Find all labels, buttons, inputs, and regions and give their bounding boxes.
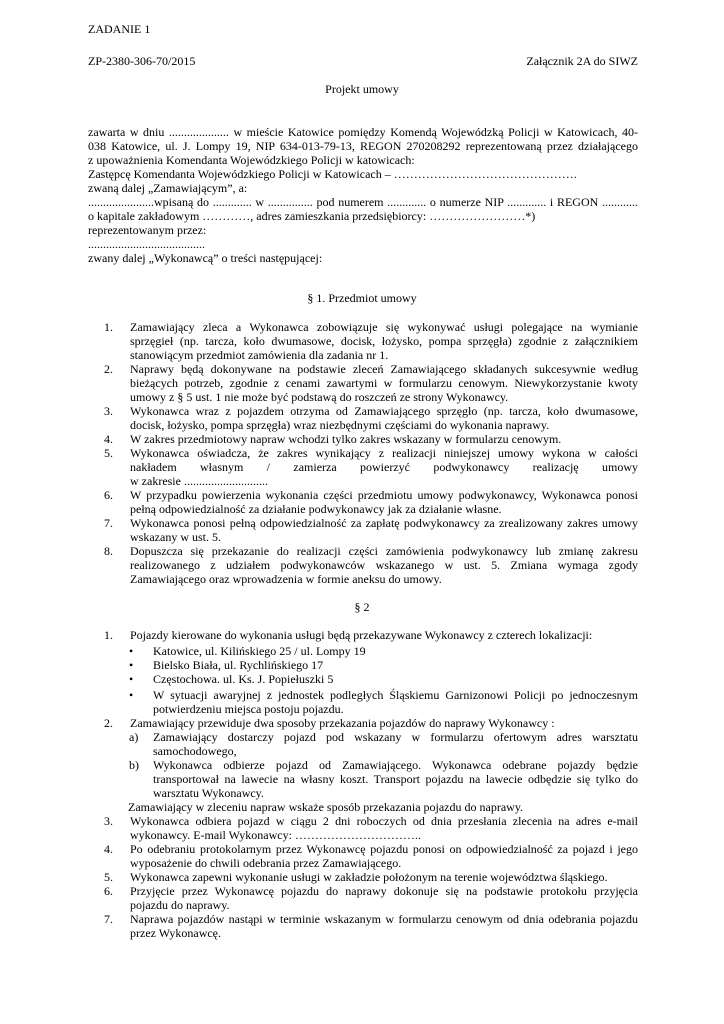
item-line: umowy z § 5 ust. 1 nie może być podstawą do roszczeń ze strony Wykonawcy.	[130, 390, 509, 404]
item-line: Wykonawca zapewni wykonanie usługi w zakładzie położonym na terenie województwa śląskiego.	[130, 870, 608, 884]
item-line: Wykonawca wraz z pojazdem otrzyma od Zamawiającego sprzęgło (np. tarcza, koło dwumasowe,	[130, 404, 638, 418]
item-line: Zamawiający przewiduje dwa sposoby przekazania pojazdów do naprawy Wykonawcy :	[130, 716, 555, 730]
item-line: docisk, łożysko, pompa sprzęgła) wraz niezbędnymi częściami do wykonania naprawy.	[130, 418, 550, 432]
item-number: 1.	[104, 628, 113, 642]
intro-line: 038 Katowice, ul. J. Lompy 19, NIP 634-013-79-13, REGON 270208292 reprezentowaną przez działającego	[88, 139, 638, 153]
item-line: w zakresie ............................	[130, 474, 268, 488]
item-line: W przypadku powierzenia wykonania części przedmiotu umowy podwykonawcy, Wykonawca ponosi	[130, 488, 638, 502]
item-number: 5.	[104, 446, 113, 460]
intro-line: ......................wpisaną do ............. w ............... pod numerem ............. o numerze NIP ............. i REGON ............	[88, 195, 638, 209]
bullet-line: potwierdzeniu miejsca postoju pojazdu.	[153, 702, 344, 716]
item-number: 3.	[104, 814, 113, 828]
attachment-label: Załącznik 2A do SIWZ	[526, 54, 638, 68]
item-line: wykonawcy. E-mail Wykonawcy: …………………………..	[130, 828, 421, 842]
bullet-icon: •	[129, 672, 134, 686]
bullet-icon: •	[129, 658, 134, 672]
item-line: wskazany w ust. 5.	[130, 530, 221, 544]
item-line: Pojazdy kierowane do wykonania usługi będą przekazywane Wykonawcy z czterech lokalizacji:	[130, 628, 593, 642]
intro-line: zwaną dalej „Zamawiającym”, a:	[88, 181, 248, 195]
section-1-title: § 1. Przedmiot umowy	[307, 291, 417, 305]
handover-note: Zamawiający w zleceniu napraw wskaże sposób przekazania pojazdu do naprawy.	[128, 800, 524, 814]
bullet-icon: •	[129, 644, 134, 658]
item-line: pojazdu do naprawy.	[130, 898, 230, 912]
intro-line: zwany dalej „Wykonawcą” o treści następującej:	[88, 251, 323, 265]
item-line: Wykonawca odbiera pojazd w ciągu 2 dni roboczych od dnia przesłania zlecenia na adres e-mail	[130, 814, 638, 828]
sub-item-label: b)	[129, 758, 139, 772]
item-line: sprzęgieł (np. tarcza, koło dwumasowe, docisk, łożysko, pompa sprzęgła) zgodnie z załącznikiem	[130, 334, 638, 348]
intro-line: Zastępcę Komendanta Wojewódzkiego Policji w Katowicach – ……………………………………….	[88, 167, 577, 181]
document-title: Projekt umowy	[325, 82, 399, 96]
sub-item-line: transportował na lawecie na własny koszt. Transport pojazdu na lawecie odbędzie się tylko do	[153, 772, 638, 786]
item-line: pełną odpowiedzialność za działanie podwykonawcy jak za działanie własne.	[130, 502, 502, 516]
item-line: Naprawy będą dokonywane na podstawie zleceń Zamawiającego składanych sukcesywnie według	[130, 362, 638, 376]
intro-line: o kapitale zakładowym …………, adres zamieszkania przedsiębiorcy: ……………………*)	[88, 209, 536, 223]
item-line: Przyjęcie przez Wykonawcę pojazdu do naprawy dokonuje się na podstawie protokołu przyjęcia	[130, 884, 638, 898]
item-number: 5.	[104, 870, 113, 884]
item-number: 8.	[104, 544, 113, 558]
section-2-title: § 2	[354, 600, 370, 614]
item-line: Wykonawca oświadcza, że zakres wynikający z realizacji niniejszej umowy wykona w całości	[130, 446, 638, 460]
reference-number: ZP-2380-306-70/2015	[88, 54, 196, 68]
bullet-line: W sytuacji awaryjnej z jednostek podległych Śląskiemu Garnizonowi Policji po jednoczesnym	[153, 688, 638, 702]
item-line: Wykonawca ponosi pełną odpowiedzialność za zapłatę podwykonawcy za zrealizowany zakres umowy	[130, 516, 638, 530]
item-line: wyposażenie do chwili odebrania przez Zamawiającego.	[130, 856, 402, 870]
item-number: 7.	[104, 912, 113, 926]
item-line: Zamawiającego oraz wprowadzenia w formie aneksu do umowy.	[130, 572, 442, 586]
item-number: 4.	[104, 432, 113, 446]
item-line: Po odebraniu protokolarnym przez Wykonawcę pojazdu ponosi on odpowiedzialność za pojazd i jego	[130, 842, 638, 856]
item-line: Zamawiający zleca a Wykonawca zobowiązuje się wykonywać usługi polegające na wymianie	[130, 320, 638, 334]
item-number: 2.	[104, 716, 113, 730]
sub-item-line: samochodowego,	[153, 744, 237, 758]
intro-line: reprezentowanym przez:	[88, 223, 207, 237]
sub-item-line: Wykonawca odbierze pojazd od Zamawiającego. Wykonawca odebrane pojazdy będzie	[153, 758, 638, 772]
intro-line: z upoważnienia Komendanta Wojewódzkiego Policji w katowicach:	[88, 153, 415, 167]
item-line: nakładem własnym / zamierza powierzyć podwykonawcy realizację umowy	[130, 460, 638, 474]
intro-line: zawarta w dniu .................... w mieście Katowice pomiędzy Komendą Wojewódzką Policji w Katowicach, 40-	[88, 125, 638, 139]
sub-item-line: Zamawiający dostarczy pojazd pod wskazany w formularzu ofertowym adres warsztatu	[153, 730, 638, 744]
item-number: 3.	[104, 404, 113, 418]
sub-item-label: a)	[129, 730, 139, 744]
item-number: 6.	[104, 884, 113, 898]
item-number: 7.	[104, 516, 113, 530]
item-line: Dopuszcza się przekazanie do realizacji części zamówienia podwykonawcy lub zmianę zakresu	[130, 544, 638, 558]
bullet-line: Bielsko Biała, ul. Rychlińskiego 17	[153, 658, 324, 672]
bullet-icon: •	[129, 688, 134, 702]
item-line: bieżących potrzeb, zgodnie z cenami zawartymi w formularzu cenowym. Niewykorzystanie kwoty	[130, 376, 638, 390]
item-number: 2.	[104, 362, 113, 376]
item-number: 6.	[104, 488, 113, 502]
item-line: Naprawa pojazdów nastąpi w terminie wskazanym w formularzu cenowym od dnia odebrania pojazdu	[130, 912, 638, 926]
item-number: 1.	[104, 320, 113, 334]
item-line: stanowiącym przedmiot zamówienia dla zadania nr 1.	[130, 348, 389, 362]
item-line: realizowanego z udziałem podwykonawców wskazanego w ust. 5. Zmiana wymaga zgody	[130, 558, 638, 572]
item-number: 4.	[104, 842, 113, 856]
intro-line: .......................................	[88, 237, 205, 251]
sub-item-line: warsztatu Wykonawcy.	[153, 786, 264, 800]
bullet-line: Częstochowa. ul. Ks. J. Popiełuszki 5	[153, 672, 334, 686]
item-line: przez Wykonawcę.	[130, 926, 222, 940]
task-label: ZADANIE 1	[88, 22, 151, 36]
bullet-line: Katowice, ul. Kilińskiego 25 / ul. Lompy 19	[153, 644, 366, 658]
item-line: W zakres przedmiotowy napraw wchodzi tylko zakres wskazany w formularzu cenowym.	[130, 432, 562, 446]
